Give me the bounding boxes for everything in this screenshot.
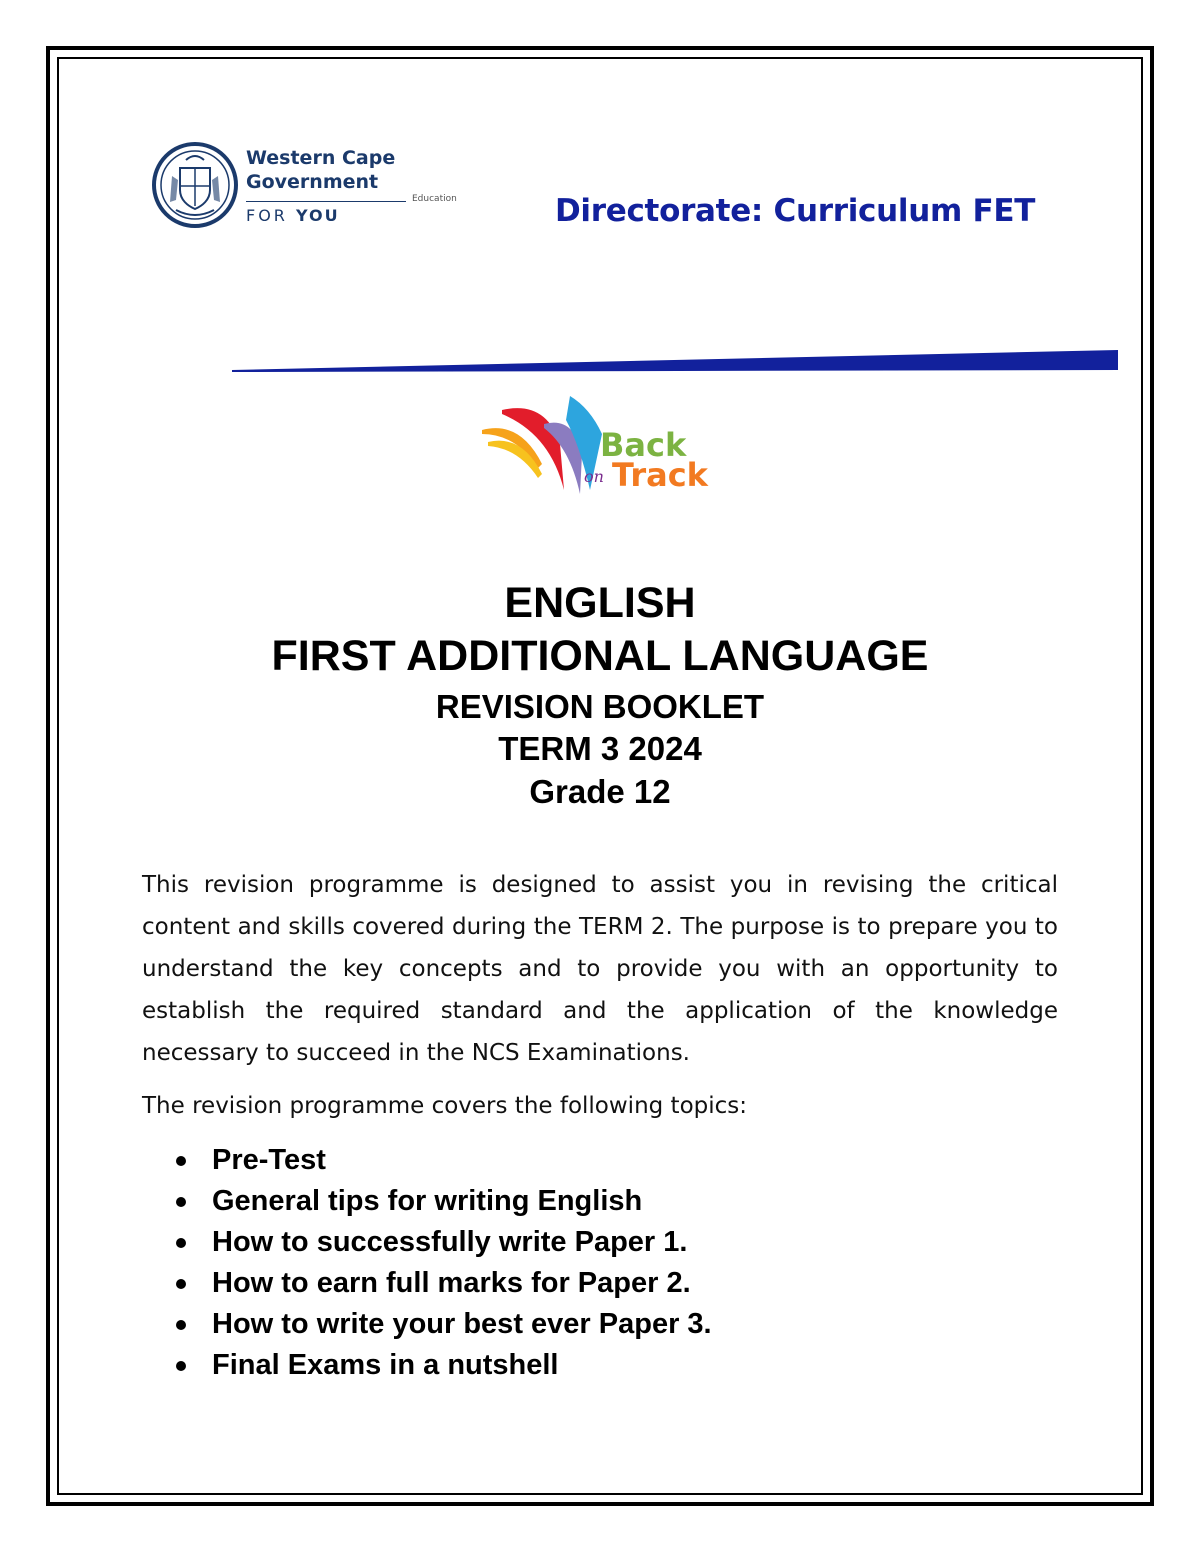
government-name-line2: Government: [246, 171, 379, 193]
subject-title-line2: FIRST ADDITIONAL LANGUAGE: [271, 632, 929, 680]
back-on-track-logo: [480, 394, 720, 498]
topic-label: How to earn full marks for Paper 2.: [212, 1267, 691, 1299]
list-item: [172, 1263, 712, 1304]
term-title: TERM 3 2024: [498, 730, 702, 767]
topics-heading: The revision programme covers the following topics:: [142, 1093, 748, 1119]
title-block: [100, 578, 1100, 814]
bullet-icon: [176, 1320, 186, 1330]
intro-paragraph: This revision programme is designed to assist you in revising the critical content and skills covered during the TERM 2. The purpose is to prepare you to understand the key concepts and to provide you with an opportunity to establish the required standard and the application of the knowledge necessary to succeed in the NCS Examinations.: [142, 872, 1058, 1066]
list-item: [172, 1140, 712, 1181]
department-label: Education: [412, 194, 457, 204]
topic-label: How to write your best ever Paper 3.: [212, 1308, 712, 1340]
tagline-for: FOR: [246, 206, 288, 225]
topic-label: General tips for writing English: [212, 1185, 643, 1217]
topic-label: How to successfully write Paper 1.: [212, 1226, 688, 1258]
bullet-icon: [176, 1156, 186, 1166]
government-name: [246, 146, 395, 194]
list-item: [172, 1181, 712, 1222]
list-item: [172, 1304, 712, 1345]
logo-divider: [246, 201, 406, 202]
bullet-icon: [176, 1361, 186, 1371]
topic-label: Final Exams in a nutshell: [212, 1349, 559, 1381]
western-cape-government-logo: [150, 140, 470, 232]
tagline-you: YOU: [296, 206, 340, 225]
topic-label: Pre-Test: [212, 1144, 326, 1176]
list-item: [172, 1222, 712, 1263]
logo-word-back: Back: [600, 426, 687, 464]
bullet-icon: [176, 1279, 186, 1289]
bullet-icon: [176, 1238, 186, 1248]
logo-word-on: on: [584, 467, 604, 486]
bullet-icon: [176, 1197, 186, 1207]
booklet-title: REVISION BOOKLET: [435, 688, 765, 725]
logo-word-track: Track: [612, 456, 708, 494]
list-item: [172, 1345, 712, 1386]
logo-tagline: [246, 206, 340, 225]
blue-divider-wedge: [232, 348, 1120, 372]
subject-title-line1: ENGLISH: [504, 579, 696, 627]
grade-title: Grade 12: [529, 773, 671, 810]
topics-list: [172, 1140, 712, 1386]
coat-of-arms-icon: [150, 140, 240, 230]
directorate-heading: Directorate: Curriculum FET: [555, 193, 1036, 229]
government-name-line1: Western Cape: [246, 147, 396, 169]
